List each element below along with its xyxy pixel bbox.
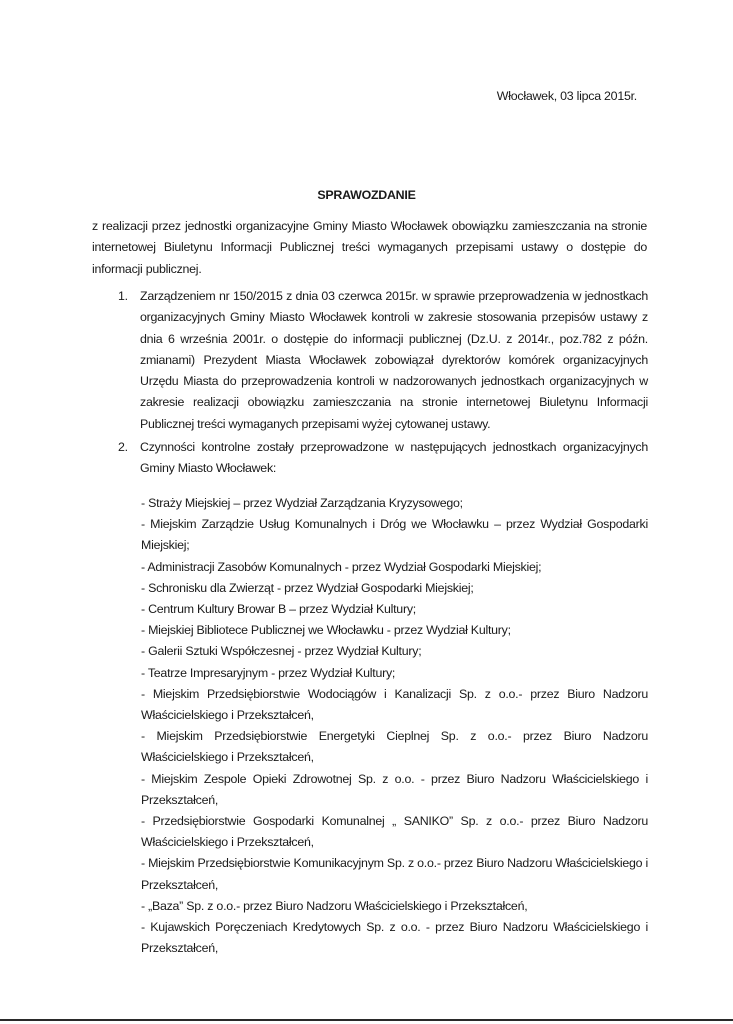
list-item: - Kujawskich Poręczeniach Kredytowych Sp. z o.o. - przez Biuro Nadzoru Właścicielskiego i Przekształceń, [141,920,648,956]
intro-paragraph: z realizacji przez jednostki organizacyjne Gminy Miasto Włocławek obowiązku zamieszczania na stronie internetowej Biuletynu Informacji Publicznej treści wymaganych przepisami ustawy o dostępie do informacji publicznej. [92,219,647,276]
list-item: - Miejskim Zespole Opieki Zdrowotnej Sp. z o.o. - przez Biuro Nadzoru Właścicielskiego i Przekształceń, [141,771,648,807]
numbered-item [118,286,648,435]
list-item: - Straży Miejskiej – przez Wydział Zarządzania Kryzysowego; [141,496,463,510]
footer-rule [0,1019,733,1021]
list-item: - Galerii Sztuki Współczesnej - przez Wydział Kultury; [141,644,422,659]
list-item: - Przedsiębiorstwie Gospodarki Komunalnej „ SANIKO” Sp. z o.o.- przez Biuro Nadzoru Właścicielskiego i Przekształceń, [141,814,648,850]
item-number: 1. [118,289,128,303]
item-number: 2. [118,440,128,454]
document-title: SPRAWOZDANIE [317,188,416,202]
place-date: Włocławek, 03 lipca 2015r. [496,89,637,103]
list-item: - Administracji Zasobów Komunalnych - przez Wydział Gospodarki Miejskiej; [141,559,542,574]
units-list [141,493,648,959]
item-text: Czynności kontrolne zostały przeprowadzone w następujących jednostkach organizacyjnych Gminy Miasto Włocławek: [140,440,648,476]
list-item: - Schronisku dla Zwierząt - przez Wydział Gospodarki Miejskiej; [141,580,474,595]
list-item: - Miejskim Przedsiębiorstwie Energetyki Cieplnej Sp. z o.o.- przez Biuro Nadzoru Właścicielskiego i Przekształceń, [141,729,648,765]
item-text: Zarządzeniem nr 150/2015 z dnia 03 czerwca 2015r. w sprawie przeprowadzenia w jednostkach organizacyjnych Gminy Miasto Włocławek kontroli w zakresie stosowania przepisów ustawy z dnia 6 września 2001r. o dostępie do informacji publicznej (Dz.U. z 2014r., poz.782 z późn. zmianami) Prezydent Miasta Włocławek zobowiązał dyrektorów komórek organizacyjnych Urzędu Miasta do przeprowadzenia kontroli w nadzorowanych jednostkach organizacyjnych w zakresie realizacji obowiązku zamieszczania na stronie internetowej Biuletynu Informacji Publicznej treści wymaganych przepisami wyżej cytowanej ustawy. [140,289,648,431]
list-item: - Miejskim Zarządzie Usług Komunalnych i Dróg we Włocławku – przez Wydział Gospodarki Miejskiej; [141,517,648,553]
list-item: - Miejskim Przedsiębiorstwie Komunikacyjnym Sp. z o.o.- przez Biuro Nadzoru Właścicielskiego i Przekształceń, [141,856,648,892]
numbered-item [118,437,648,480]
list-item: - Centrum Kultury Browar B – przez Wydział Kultury; [141,602,416,617]
list-item: - Miejskim Przedsiębiorstwie Wodociągów i Kanalizacji Sp. z o.o.- przez Biuro Nadzoru Właścicielskiego i Przekształceń, [141,686,648,723]
list-item: - „Baza” Sp. z o.o.- przez Biuro Nadzoru Właścicielskiego i Przekształceń, [141,898,528,913]
list-item: - Miejskiej Bibliotece Publicznej we Włocławku - przez Wydział Kultury; [141,623,511,638]
list-item: - Teatrze Impresaryjnym - przez Wydział Kultury; [141,665,396,680]
